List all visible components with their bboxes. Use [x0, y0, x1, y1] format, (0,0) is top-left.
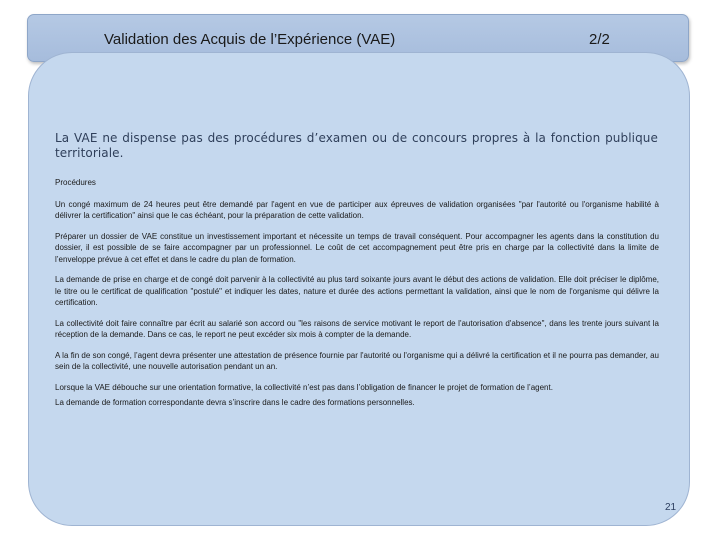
section-heading: Procédures [55, 178, 96, 187]
paragraph: A la fin de son congé, l’agent devra présenter une attestation de présence fournie par l'autorité ou l'organisme qui a délivré la certification et il ne pourra pas demander, au sein de la collectivité, une nouvelle autorisation pendant un an. [55, 350, 659, 371]
paragraph: La demande de formation correspondante devra s’inscrire dans le cadre des formations personnelles. [55, 398, 415, 407]
body-text [55, 177, 659, 418]
paragraph: Lorsque la VAE débouche sur une orientation formative, la collectivité n’est pas dans l’obligation de financer le projet de formation de l’agent. [55, 382, 553, 392]
paragraph: La demande de prise en charge et de congé doit parvenir à la collectivité au plus tard soixante jours avant le début des actions de validation. Elle doit préciser le diplôme, le titre ou le certificat de qualification "postulé" et indiquer les dates, nature et durée des actions permettant la validation, ainsi que le nom de l'organisme qui délivre la certification. [55, 275, 659, 307]
paragraph: La collectivité doit faire connaître par écrit au salarié son accord ou "les raisons de service motivant le report de l'autorisation d'absence", dans les trente jours suivant la réception de la demande. Dans ce cas, le report ne peut excéder six mois à compter de la demande. [55, 318, 659, 339]
paragraph: Préparer un dossier de VAE constitue un investissement important et nécessite un temps de travail conséquent. Pour accompagner les agents dans la constitution du dossier, il est possible de se faire accompagner par un professionnel. Le coût de cet accompagnement peut être pris en charge par la collectivité dans la limite de l’enveloppe prévue à cet effet et dans le cadre du plan de formation. [55, 231, 659, 264]
slide-number: 21 [665, 502, 677, 513]
intro-text: La VAE ne dispense pas des procédures d’examen ou de concours propres à la fonction publique territoriale. [55, 131, 658, 160]
paragraph: Un congé maximum de 24 heures peut être demandé par l'agent en vue de participer aux épreuves de validation organisées "par l'autorité ou l'organisme habilité à délivrer la certification" ainsi que le cas échéant, pour la préparation de cette validation. [55, 199, 659, 220]
page-indicator: 2/2 [589, 31, 610, 48]
page-title: Validation des Acquis de l’Expérience (VAE) [104, 31, 396, 48]
